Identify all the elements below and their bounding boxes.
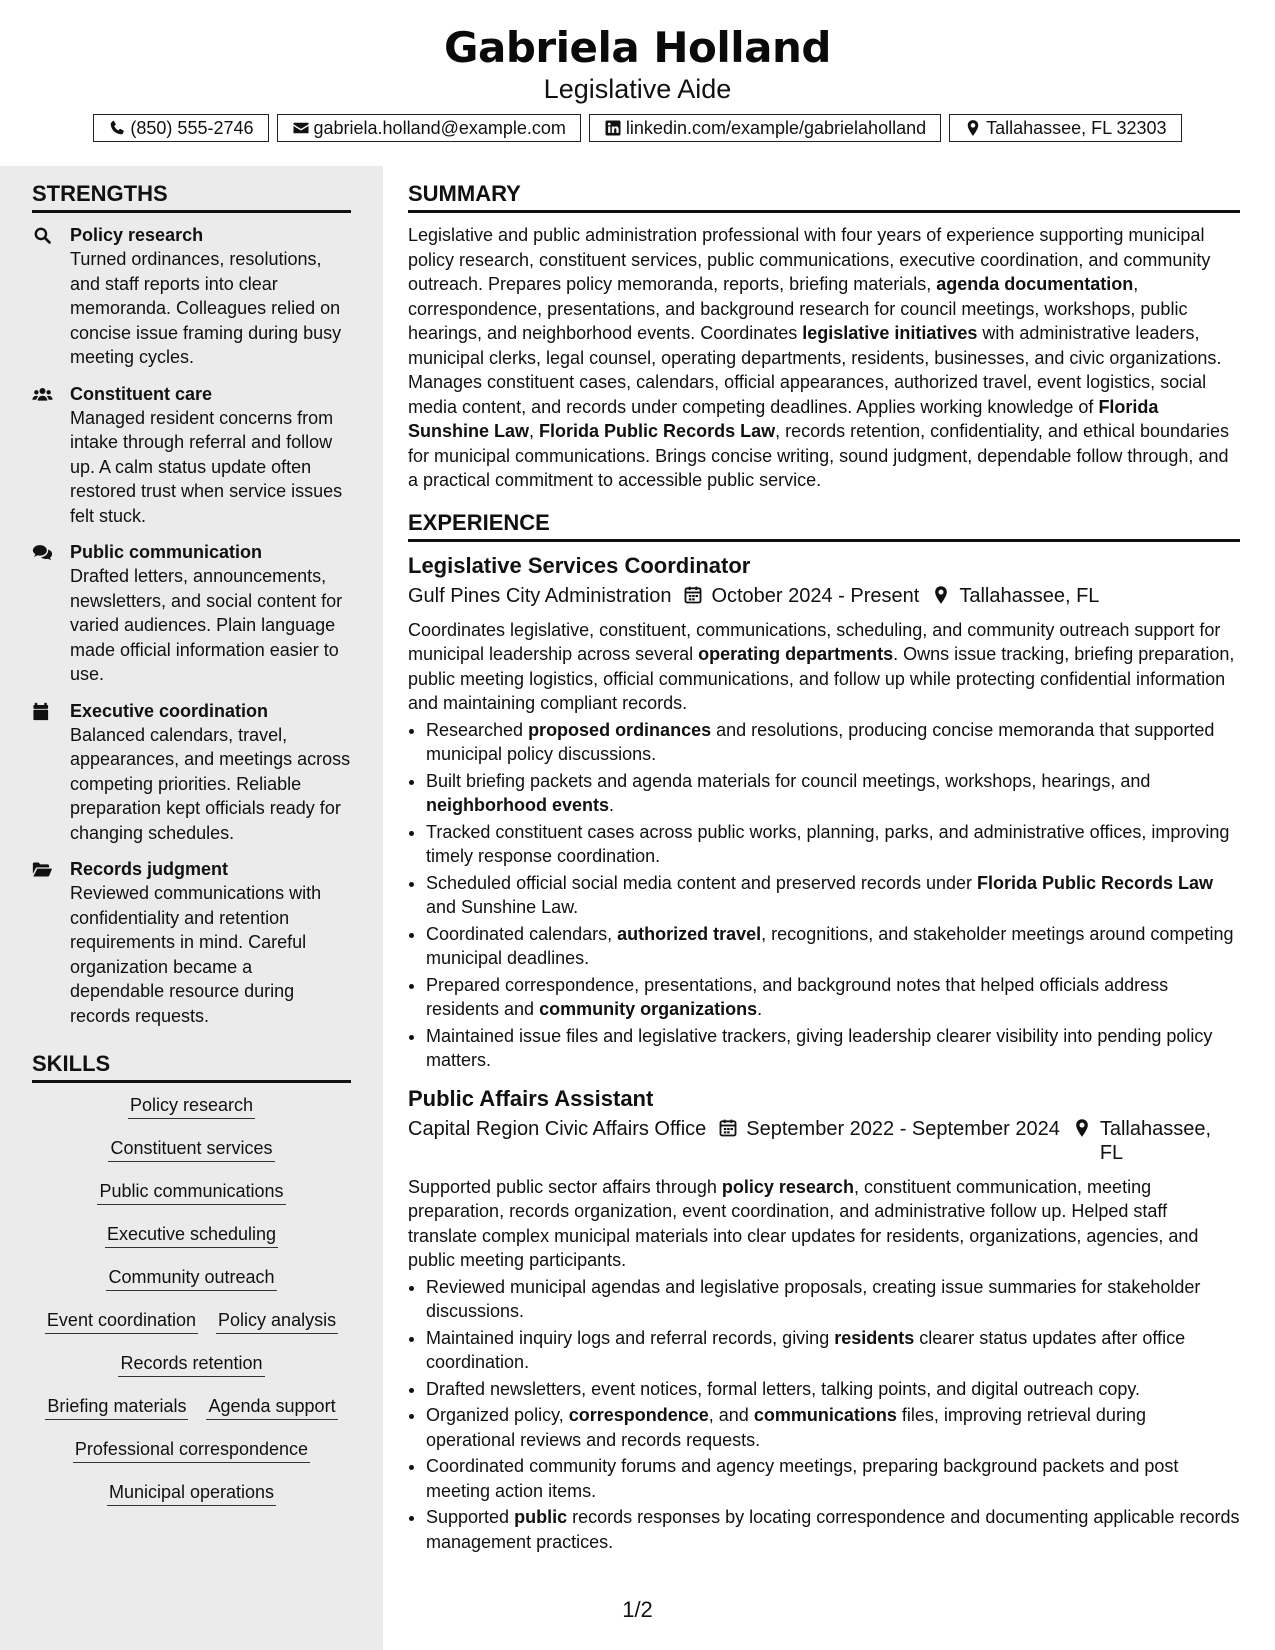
text-run: . xyxy=(757,999,763,1019)
text-run: Scheduled official social media content and preserved records under xyxy=(426,872,977,893)
job-organization: Capital Region Civic Affairs Office xyxy=(408,1117,707,1140)
job-dates: October 2024 - Present xyxy=(711,584,920,607)
sidebar xyxy=(0,166,383,1650)
skill-row xyxy=(32,1222,351,1248)
job-location: Tallahassee, FL xyxy=(1099,1117,1212,1164)
skill-tag: Executive scheduling xyxy=(105,1222,278,1248)
email-contact[interactable] xyxy=(277,114,581,142)
skill-tag: Public communications xyxy=(97,1179,285,1205)
bullet-item xyxy=(426,1403,1240,1452)
contact-bar xyxy=(0,114,1275,142)
phone-text: (850) 555-2746 xyxy=(130,117,254,138)
job-organization: Gulf Pines City Administration xyxy=(408,584,672,607)
bold-keyword: communications xyxy=(753,1405,897,1425)
comments-icon xyxy=(32,543,53,562)
text-run: . xyxy=(609,795,615,815)
search-icon xyxy=(32,226,53,245)
bullet-item xyxy=(426,1275,1240,1324)
calendar-icon xyxy=(683,585,703,605)
text-run: Coordinated calendars, xyxy=(426,923,618,944)
skill-tag: Municipal operations xyxy=(107,1480,276,1506)
location-contact xyxy=(949,114,1181,142)
bullet-item xyxy=(426,1326,1240,1375)
skill-row xyxy=(32,1179,351,1205)
strength-title: Records judgment xyxy=(70,859,229,879)
strength-item xyxy=(32,857,351,1028)
skill-row xyxy=(32,1265,351,1291)
linkedin-text: linkedin.com/example/gabrielaholland xyxy=(625,117,927,138)
linkedin-icon xyxy=(604,119,622,137)
bold-keyword: authorized travel xyxy=(617,923,762,944)
skill-tag: Policy research xyxy=(128,1093,255,1119)
strength-item xyxy=(32,699,351,846)
strength-title: Public communication xyxy=(70,542,263,562)
bold-keyword: operating departments xyxy=(698,644,894,664)
skill-row xyxy=(32,1351,351,1377)
text-run: Tracked constituent cases across public works, planning, parks, and administrative offices, improving timely response coordination. xyxy=(426,821,1230,866)
text-run: Researched xyxy=(426,719,529,740)
text-run: with administrative leaders, municipal clerks, legal counsel, operating departments, residents, businesses, and civic organizations. Manages constituent cases, calendars, official appearances, authorized travel, event logistics, social media content, and records under competing deadlines. Applies working knowledge of xyxy=(408,323,1222,417)
bold-keyword: legislative initiatives xyxy=(802,323,978,343)
candidate-name: Gabriela Holland xyxy=(444,23,831,72)
strengths-heading: STRENGTHS xyxy=(32,180,351,213)
text-run: records responses by locating correspondence and documenting applicable records management practices. xyxy=(426,1507,1240,1552)
text-run: Drafted newsletters, event notices, formal letters, talking points, and digital outreach copy. xyxy=(426,1378,1141,1399)
strength-description: Drafted letters, announcements, newsletters, and social content for varied audiences. Plain language made official information easier to use. xyxy=(70,566,343,684)
text-run: files, improving retrieval during operational reviews and records requests. xyxy=(426,1405,1146,1450)
bold-keyword: neighborhood events xyxy=(426,795,610,815)
calendar-icon xyxy=(32,702,53,721)
strength-title: Constituent care xyxy=(70,383,213,404)
experience-heading: EXPERIENCE xyxy=(408,509,1240,542)
strength-title: Policy research xyxy=(70,225,204,245)
skill-row xyxy=(32,1308,351,1334)
envelope-icon xyxy=(292,119,310,137)
bold-keyword: proposed ordinances xyxy=(528,719,712,740)
location-text: Tallahassee, FL 32303 xyxy=(986,117,1167,138)
job-intro xyxy=(408,618,1240,716)
skill-row xyxy=(32,1136,351,1162)
bullet-item xyxy=(426,973,1240,1022)
text-run: Supported xyxy=(426,1507,515,1527)
map-marker-icon xyxy=(931,585,951,605)
sidebar-content xyxy=(32,180,351,1523)
skill-tag: Agenda support xyxy=(206,1394,337,1420)
bold-keyword: correspondence xyxy=(568,1405,709,1425)
strength-description: Balanced calendars, travel, appearances, and meetings across competing priorities. Reliable preparation kept officials ready for changing schedules. xyxy=(70,724,351,843)
job-title: Public Affairs Assistant xyxy=(408,1085,654,1111)
page-number-text: 1/2 xyxy=(622,1597,653,1622)
job-title: Legislative Services Coordinator xyxy=(408,552,751,578)
page-number xyxy=(0,1597,1275,1623)
strength-title: Executive coordination xyxy=(70,700,269,721)
skill-tag: Event coordination xyxy=(45,1308,198,1334)
email-text: gabriela.holland@example.com xyxy=(313,117,566,138)
strength-description: Managed resident concerns from intake through referral and follow up. A calm status update often restored trust when service issues felt stuck. xyxy=(70,407,343,526)
summary-heading: SUMMARY xyxy=(408,180,1240,213)
job-meta xyxy=(408,1117,1240,1165)
bullet-item xyxy=(426,1377,1240,1402)
map-marker-icon xyxy=(1072,1118,1092,1138)
skill-row xyxy=(32,1480,351,1506)
bullet-item xyxy=(426,1454,1240,1503)
phone-icon xyxy=(108,119,126,137)
job-meta xyxy=(408,584,1240,608)
linkedin-contact[interactable] xyxy=(589,114,941,142)
job-entry xyxy=(408,552,1240,1073)
users-icon xyxy=(32,385,53,404)
text-run: and Sunshine Law. xyxy=(426,897,579,917)
skill-row xyxy=(32,1394,351,1420)
strength-item xyxy=(32,382,351,529)
job-intro xyxy=(408,1175,1240,1273)
skill-tag: Community outreach xyxy=(106,1265,276,1291)
bold-keyword: community organizations xyxy=(539,999,758,1019)
calendar-icon xyxy=(718,1118,738,1138)
bullet-item xyxy=(426,1024,1240,1073)
bold-keyword: public xyxy=(514,1507,568,1527)
text-run: Maintained issue files and legislative trackers, giving leadership clearer visibility into pending policy matters. xyxy=(426,1025,1213,1070)
bullet-item xyxy=(426,769,1240,818)
job-dates: September 2022 - September 2024 xyxy=(746,1117,1060,1140)
job-entry xyxy=(408,1085,1240,1555)
text-run: and resolutions, producing concise memoranda that supported municipal policy discussions. xyxy=(426,719,1215,764)
text-run: Built briefing packets and agenda materials for council meetings, workshops, hearings, and xyxy=(426,770,1151,791)
text-run: Maintained inquiry logs and referral records, giving xyxy=(426,1327,835,1348)
map-marker-icon xyxy=(964,119,982,137)
skill-tag: Constituent services xyxy=(108,1136,274,1162)
bullet-item xyxy=(426,718,1240,767)
bold-keyword: Florida Sunshine Law xyxy=(408,396,1159,441)
skill-tag: Policy analysis xyxy=(216,1308,338,1334)
text-run: , constituent communication, meeting preparation, records organization, event coordination, and administrative follow up. Helped staff translate complex municipal materials into clear updates for residents, organizations, agencies, and public meeting participants. xyxy=(408,1176,1199,1270)
skills-list xyxy=(32,1093,351,1506)
skill-row xyxy=(32,1093,351,1119)
bold-keyword: policy research xyxy=(721,1176,854,1197)
bullet-item xyxy=(426,871,1240,920)
skill-tag: Records retention xyxy=(118,1351,264,1377)
text-run: , records retention, confidentiality, and ethical boundaries for municipal communications. Brings concise writing, sound judgment, dependable follow through, and a practical commitment to accessible public service. xyxy=(408,421,1230,490)
phone-contact[interactable] xyxy=(93,114,268,142)
text-run: , xyxy=(529,421,540,441)
strength-item xyxy=(32,540,351,687)
strength-description: Reviewed communications with confidentiality and retention requirements in mind. Careful organization became a dependable resource during records requests. xyxy=(70,883,322,1026)
text-run: Coordinated community forums and agency meetings, preparing background packets and post meeting action items. xyxy=(426,1456,1179,1501)
candidate-title: Legislative Aide xyxy=(543,74,732,104)
bullet-item xyxy=(426,820,1240,869)
job-bullets xyxy=(408,1275,1240,1555)
bold-keyword: Florida Public Records Law xyxy=(977,872,1214,893)
text-run: , and xyxy=(708,1405,754,1425)
text-run: clearer status updates after office coordination. xyxy=(426,1327,1186,1372)
text-run: Organized policy, xyxy=(426,1405,569,1425)
strength-item xyxy=(32,223,351,370)
text-run: , correspondence, presentations, and background research for council meetings, workshops, public hearings, and neighborhood events. Coordinates xyxy=(408,274,1188,343)
job-location: Tallahassee, FL xyxy=(959,584,1100,607)
resume-header xyxy=(0,0,1275,166)
skill-row xyxy=(32,1437,351,1463)
folder-open-icon xyxy=(32,860,53,879)
bullet-item xyxy=(426,1505,1240,1554)
text-run: Prepared correspondence, presentations, and background notes that helped officials address residents and xyxy=(426,974,1169,1019)
text-run: . Owns issue tracking, briefing preparation, public meeting logistics, official communications, and follow up while protecting confidential information and maintaining compliant records. xyxy=(408,644,1235,713)
text-run: Supported public sector affairs through xyxy=(408,1176,722,1197)
skill-tag: Briefing materials xyxy=(45,1394,188,1420)
main-content xyxy=(408,180,1240,1556)
skills-heading: SKILLS xyxy=(32,1050,351,1083)
job-bullets xyxy=(408,718,1240,1073)
text-run: Legislative and public administration professional with four years of experience supporting municipal policy research, constituent services, public communications, executive coordination, and community outreach. Prepares policy memoranda, reports, briefing materials, xyxy=(408,225,1211,294)
summary-text xyxy=(408,223,1240,493)
text-run: Coordinates legislative, constituent, communications, scheduling, and community outreach support for municipal leadership across several xyxy=(408,619,1221,664)
strength-description: Turned ordinances, resolutions, and staff reports into clear memoranda. Colleagues relied on concise issue framing during busy meeting cycles. xyxy=(70,249,342,367)
bold-keyword: residents xyxy=(834,1327,915,1348)
skill-tag: Professional correspondence xyxy=(73,1437,310,1463)
text-run: Reviewed municipal agendas and legislative proposals, creating issue summaries for stakeholder discussions. xyxy=(426,1276,1201,1321)
text-run: , recognitions, and stakeholder meetings around competing municipal deadlines. xyxy=(426,923,1234,968)
bullet-item xyxy=(426,922,1240,971)
bold-keyword: Florida Public Records Law xyxy=(539,421,776,441)
bold-keyword: agenda documentation xyxy=(936,274,1134,294)
